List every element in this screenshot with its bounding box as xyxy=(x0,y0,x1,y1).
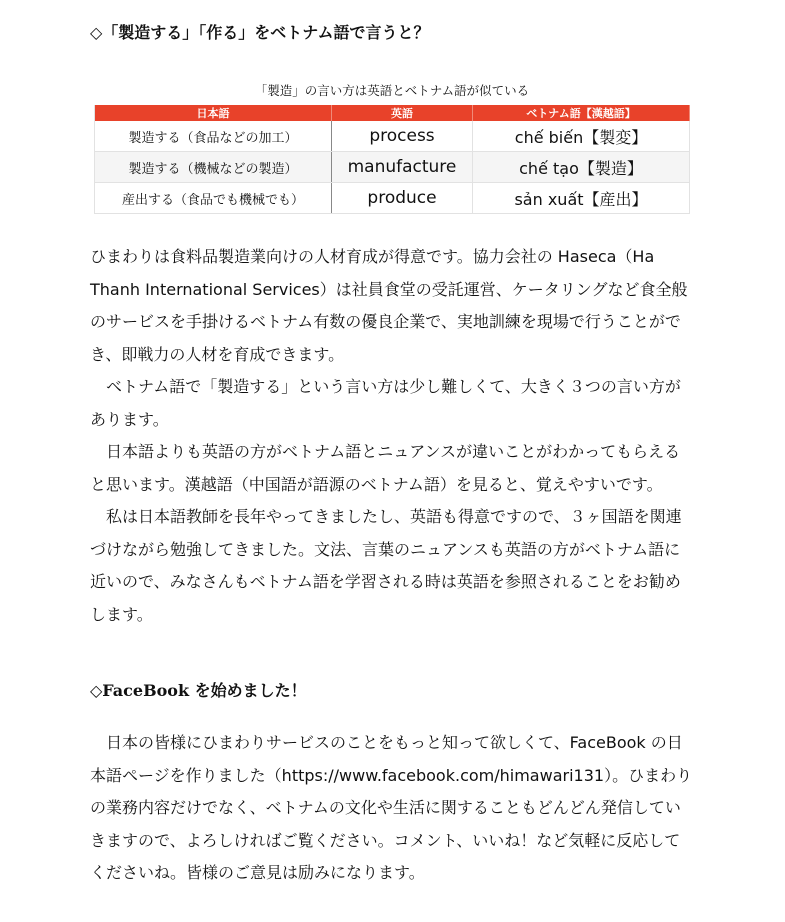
table-row xyxy=(95,152,690,183)
cell-english: produce xyxy=(332,183,473,214)
cell-vietnamese: chế biến【製変】 xyxy=(473,121,690,152)
table-caption: 「製造」の言い方は英語とベトナム語が似ている xyxy=(254,83,530,98)
table-row xyxy=(95,121,690,152)
translation-table xyxy=(94,105,690,214)
cell-japanese: 産出する（食品でも機械でも） xyxy=(95,183,332,214)
header-japanese: 日本語 xyxy=(95,105,332,121)
cell-vietnamese: sản xuất【産出】 xyxy=(473,183,690,214)
section-heading-vietnamese-manufacture: ◇「製造する」「作る」をベトナム語で言うと？ xyxy=(90,23,430,42)
paragraph: ベトナム語で「製造する」という言い方は少し難しくて、大きく３つの言い方があります。 xyxy=(90,377,681,429)
cell-english: manufacture xyxy=(332,152,473,183)
paragraph: ひまわりは食料品製造業向けの人材育成が得意です。協力会社の Haseca（Ha Thanh International Services）は社員食堂の受託運営、ケータリングなど食全般のサービスを手掛けるベトナム有数の優良企業で、実地訓練を現場で行うことができ、即戦力の人材を育成できます。 xyxy=(90,247,688,364)
table-row xyxy=(95,183,690,214)
cell-vietnamese: chế tạo【製造】 xyxy=(473,152,690,183)
cell-japanese: 製造する（食品などの加工） xyxy=(95,121,332,152)
facebook-paragraph: 日本の皆様にひまわりサービスのことをもっと知って欲しくて、FaceBook の日本語ページを作りました（https://www.facebook.com/himawari131）。ひまわりの業務内容だけでなく、ベトナムの文化や生活に関することもどんどん発信していきますので、よろしければご覧ください。コメント、いいね！など気軽に反応してくださいね。皆様のご意見は励みになります。 xyxy=(90,733,693,882)
header-vietnamese: ベトナム語【漢越語】 xyxy=(473,105,690,121)
header-english: 英語 xyxy=(332,105,473,121)
body-text xyxy=(90,241,695,631)
table-header-row xyxy=(95,105,690,121)
cell-english: process xyxy=(332,121,473,152)
cell-japanese: 製造する（機械などの製造） xyxy=(95,152,332,183)
paragraph: 日本語よりも英語の方がベトナム語とニュアンスが違いことがわかってもらえると思います。漢越語（中国語が語源のベトナム語）を見ると、覚えやすいです。 xyxy=(90,442,681,494)
paragraph: 私は日本語教師を長年やってきましたし、英語も得意ですので、３ヶ国語を関連づけながら勉強してきました。文法、言葉のニュアンスも英語の方がベトナム語に近いので、みなさんもベトナム語を学習される時は英語を参照されることをお勧めします。 xyxy=(90,507,682,624)
section-heading-facebook: ◇FaceBook を始めました！ xyxy=(90,681,307,700)
